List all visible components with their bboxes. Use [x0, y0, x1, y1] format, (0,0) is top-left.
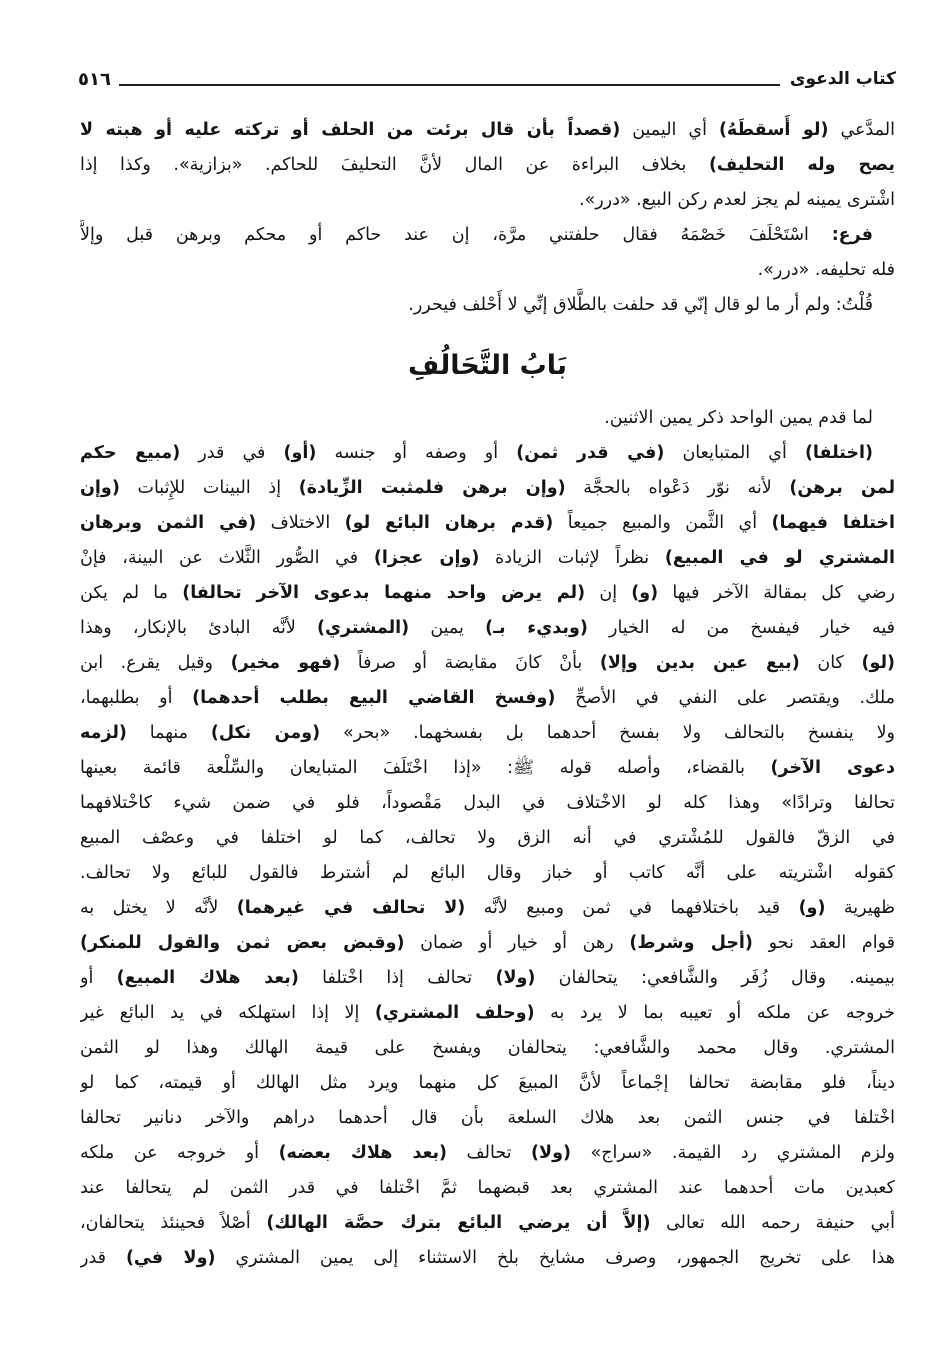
commentary-text: فيه خيار فيفسخ من له الخيار [587, 618, 895, 638]
commentary-text: ملك. ويقتصر على النفي في الأصحِّ [555, 688, 895, 708]
commentary-text: بخلاف البراءة عن المال لأنَّ التحليفَ للحاكم. «بزازية». وكذا إذا [80, 155, 709, 175]
text-line [80, 183, 895, 218]
commentary-text: لأنَّه البادئ بالإنكار، وهذا [80, 618, 317, 638]
bold-matn-text: (قدم برهان البائع لو) [344, 513, 554, 533]
commentary-text: تحالف [447, 1143, 532, 1163]
bold-matn-text: (وفسخ القاضي البيع بطلب أحدهما) [192, 688, 556, 708]
commentary-text: أو بطلبهما، [80, 688, 193, 708]
text-line [80, 786, 895, 821]
text-line [80, 1101, 895, 1136]
text-line [80, 996, 895, 1031]
commentary-text: في الزقّ فالقول للمُشْتري في أنه الزق ولا تحالف، كما لو اختلفا في وعصْف المبيع [80, 828, 895, 848]
commentary-text: المدَّعي [828, 120, 895, 140]
bold-matn-text: (وإن [80, 478, 120, 498]
bold-matn-text: (لم يرض واحد منهما بدعوى الآخر تحالفا) [182, 583, 586, 603]
commentary-text: قيد باختلافهما في ثمن ومبيع لأنَّه [465, 898, 799, 918]
commentary-text: ما لم يكن [80, 583, 183, 603]
text-line [80, 681, 895, 716]
commentary-text: الاختلاف [256, 513, 345, 533]
text-line [80, 856, 895, 891]
commentary-text: المشتري. وقال محمد والشَّافعي: يتحالفان ويفسخ على قيمة الهالك وهذا لو الثمن [80, 1038, 895, 1058]
book-title: كتاب الدعوى [789, 69, 896, 89]
commentary-text: ديناً، فلو مقابضة تحالفا إجْماعاً لأنَّ المبيعَ كل منهما ويرد مثل الهالك أو قيمته، كما لو [80, 1073, 895, 1093]
bold-matn-text: (في قدر ثمن) [516, 443, 665, 463]
commentary-text: لأنه نوّر دَعْواه بالحجَّة [565, 478, 790, 498]
commentary-text: قوام العقد نحو [752, 933, 895, 953]
bold-matn-text: (لو أَسقطَهُ) [718, 120, 829, 140]
bold-matn-text: يصح وله التحليف) [708, 155, 895, 175]
text-line [80, 576, 895, 611]
commentary-text: أو [80, 968, 117, 988]
page-number: ٥١٦ [78, 68, 111, 90]
commentary-text: أبي حنيفة رحمه الله تعالى [650, 1213, 895, 1233]
commentary-text: بأنْ كانَ مقايضة أو صرفاً [340, 653, 600, 673]
text-line [80, 471, 895, 506]
bold-matn-text: (وحلف المشتري) [374, 1003, 535, 1023]
commentary-text: إذ البينات للإِثبات [119, 478, 299, 498]
text-line [80, 961, 895, 996]
commentary-text: أي المتبايعان [664, 443, 805, 463]
page-body [80, 113, 895, 1276]
header-rule [119, 72, 780, 86]
text-line [80, 253, 895, 288]
bold-matn-text: (ولا) [531, 1143, 571, 1163]
text-line [80, 506, 895, 541]
commentary-text: خروجه عن ملكه أو تعيبه بما لا يرد به [534, 1003, 895, 1023]
commentary-text: إلا إذا استهلكه في يد البائع غير [80, 1003, 375, 1023]
commentary-text: اسْتَحْلَفَ خَصْمَهُ فقال حلفتني مرَّة، إن عند حاكم أو محكم وبرهن قبل وإلاَّ [80, 225, 832, 245]
commentary-text: في قدر [180, 443, 284, 463]
text-line [80, 716, 895, 751]
text-line [80, 436, 895, 471]
text-line [80, 646, 895, 681]
bold-matn-text: (لزمه [80, 723, 127, 743]
commentary-text: كان [799, 653, 862, 673]
text-line [80, 288, 895, 323]
text-line [80, 218, 895, 253]
bold-matn-text: (ولا) [495, 968, 536, 988]
commentary-text: إن [585, 583, 632, 603]
bold-matn-text: (ومن نكل) [210, 723, 321, 743]
bold-matn-text: اختلفا فيهما) [771, 513, 895, 533]
bold-matn-text: (وقبض بعض ثمن والقول للمنكر) [80, 933, 405, 953]
commentary-text: هذا على تخريج الجمهور، وصرف مشايخ بلخ الاستثناء إلى يمين المشتري [215, 1248, 895, 1268]
bold-matn-text: (و) [798, 898, 826, 918]
commentary-text: بالقضاء، وأصله قوله ﷺ: «إذا اخْتَلَفَ المتبايعان والسِّلْعة قائمة بعينها [80, 758, 771, 778]
commentary-text: رضي كل بمقالة الآخر فيها [658, 583, 895, 603]
text-line [80, 821, 895, 856]
bold-matn-text: (أو) [283, 443, 317, 463]
commentary-text: أصْلاً فحينئذ يتحالفان، [80, 1213, 267, 1233]
commentary-text: رهن أو خيار أو ضمان [404, 933, 630, 953]
text-line [80, 611, 895, 646]
bold-matn-text: المشتري لو في المبيع) [664, 548, 895, 568]
commentary-text: كقوله اشْتريته على أنَّه كاتب أو خباز وقال البائع لم أشترط فالقول للبائع ولا تحالف. [80, 863, 895, 883]
bold-matn-text: (لا تحالف في غيرهما) [236, 898, 466, 918]
commentary-text: منهما [126, 723, 211, 743]
text-line [80, 1136, 895, 1171]
commentary-text: أو وصفه أو جنسه [316, 443, 517, 463]
commentary-text: تحالفا وترادًا» وهذا كله لو الاخْتلاف في البدل مَقْصوداً، فلو في ضمن شيء كاخْتلافهما [80, 793, 895, 813]
commentary-text: لما قدم يمين الواحد ذكر يمين الاثنين. [604, 408, 873, 428]
text-line [80, 751, 895, 786]
running-header [78, 66, 896, 92]
commentary-text: لأنَّه لا يختل به [80, 898, 237, 918]
bold-matn-text: (فهو مخير) [230, 653, 341, 673]
text-line [80, 113, 895, 148]
commentary-text: نظراً لإثبات الزيادة [479, 548, 665, 568]
bold-matn-text: لمن برهن) [789, 478, 895, 498]
bold-matn-text: (المشتري) [317, 618, 410, 638]
text-line [80, 1171, 895, 1206]
bold-matn-text: فرع: [831, 225, 873, 245]
commentary-text: قدر [80, 1248, 126, 1268]
commentary-text: فله تحليفه. «درر». [757, 260, 895, 280]
bold-matn-text: (وبديء بـ) [485, 618, 588, 638]
bold-matn-text: (ولا في) [125, 1248, 216, 1268]
commentary-text: أي اليمين [620, 120, 719, 140]
commentary-text: أي الثَّمن والمبيع جميعاً [553, 513, 772, 533]
bold-matn-text: (بعد هلاك بعضه) [278, 1143, 448, 1163]
commentary-text: في الصُّور الثَّلاث عن البينة، فإنْ [80, 548, 374, 568]
commentary-text: قُلْتُ: ولم أر ما لو قال إنّي قد حلفت بالطَّلاق إنِّي لا أَحْلف فيحرر. [408, 295, 873, 315]
bold-matn-text: (بعد هلاك المبيع) [116, 968, 299, 988]
bold-matn-text: (وإن برهن فلمثبت الزِّيادة) [298, 478, 566, 498]
bold-matn-text: (اختلفا) [804, 443, 873, 463]
paragraphs-after-heading [80, 401, 895, 1276]
paragraphs-before-heading [80, 113, 895, 323]
commentary-text: اخْتلفا في جنس الثمن بعد هلاك السلعة بأن قال أحدهما دراهم والآخر دنانير تحالفا [80, 1108, 895, 1128]
text-line [80, 1031, 895, 1066]
text-line [80, 926, 895, 961]
text-line [80, 541, 895, 576]
bold-matn-text: (إلاَّ أن يرضي البائع بترك حصَّة الهالك) [266, 1213, 651, 1233]
text-line [80, 891, 895, 926]
commentary-text: أو خروجه عن ملكه [80, 1143, 279, 1163]
bold-matn-text: (في الثمن وبرهان [80, 513, 257, 533]
bold-matn-text: (لو) [861, 653, 895, 673]
bold-matn-text: (وإن عجزا) [373, 548, 480, 568]
text-line [80, 1241, 895, 1276]
commentary-text: ظهيرية [825, 898, 895, 918]
commentary-text: ولا ينفسخ بالتحالف ولا بفسخ أحدهما بل بفسخهما. «بحر» [320, 723, 895, 743]
text-line [80, 1066, 895, 1101]
text-line [80, 401, 895, 436]
text-line [80, 148, 895, 183]
bold-matn-text: (أجل وشرط) [629, 933, 753, 953]
commentary-text: اشْترى يمينه لم يجز لعدم ركن البيع. «درر». [578, 190, 895, 210]
spacer [80, 323, 895, 331]
bold-matn-text: (مبيع حكم [80, 443, 181, 463]
commentary-text: تحالف إذا اخْتلفا [298, 968, 496, 988]
commentary-text: ولزم المشتري رد القيمة. «سراج» [570, 1143, 895, 1163]
commentary-text: وقيل يقرع. ابن [80, 653, 231, 673]
bold-matn-text: (بيع عين بدين وإلا) [599, 653, 800, 673]
bold-matn-text: دعوى الآخر) [770, 758, 895, 778]
commentary-text: بيمينه. وقال زُفَر والشَّافعي: يتحالفان [535, 968, 895, 988]
chapter-heading: بَابُ التَّحَالُفِ [407, 350, 568, 381]
commentary-text: كعبدين مات أحدهما عند المشتري بعد قبضهما ثمَّ اخْتلفا في قدر الثمن لم يتحالفا عند [80, 1178, 895, 1198]
commentary-text: يمين [409, 618, 486, 638]
text-line [80, 1206, 895, 1241]
bold-matn-text: (قصداً بأن قال برئت من الحلف أو تركته عليه أو هبته لا [80, 120, 621, 140]
bold-matn-text: (و) [631, 583, 659, 603]
